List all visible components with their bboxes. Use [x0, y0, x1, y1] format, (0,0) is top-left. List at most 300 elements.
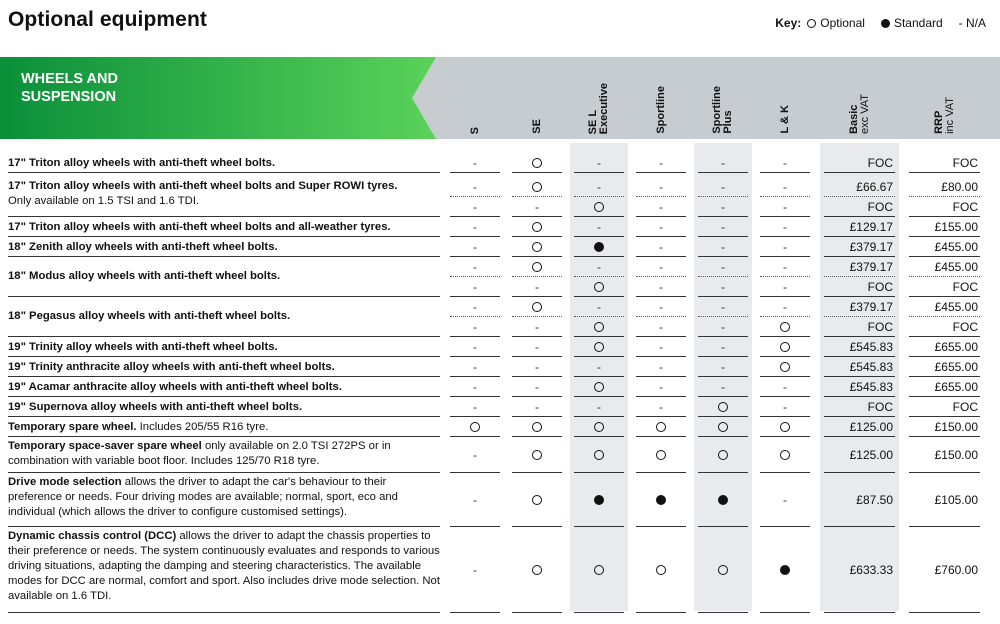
na-dash: -	[473, 220, 477, 234]
column-label: L & K	[778, 105, 791, 134]
cell-lk	[756, 237, 814, 257]
na-dash: -	[721, 380, 725, 394]
price-basic: £125.00	[849, 448, 893, 462]
price-basic: £87.50	[856, 493, 893, 507]
cell-basic	[820, 437, 899, 473]
na-dash: -	[721, 220, 725, 234]
cell-rrp	[905, 357, 984, 377]
cell-lk	[756, 257, 814, 277]
cell-divider	[824, 612, 895, 613]
cell-rrp	[905, 437, 984, 473]
cell-se	[508, 153, 566, 173]
row-description	[8, 360, 440, 375]
cell-sportline	[632, 297, 690, 317]
table-row	[0, 237, 1000, 257]
na-dash: -	[535, 360, 539, 374]
optional-icon	[780, 322, 790, 332]
cell-divider	[574, 612, 624, 613]
cell-sportline_plus	[694, 237, 752, 257]
column-sublabel: exc VAT	[858, 94, 871, 134]
cell-se	[508, 297, 566, 317]
table-row	[0, 397, 1000, 417]
cell-sportline_plus	[694, 473, 752, 527]
cell-divider	[512, 612, 562, 613]
optional-icon	[532, 182, 542, 192]
na-dash: -	[597, 400, 601, 414]
optional-icon	[532, 222, 542, 232]
cell-lk	[756, 177, 814, 197]
cell-basic	[820, 257, 899, 277]
cell-sportline	[632, 417, 690, 437]
cell-sel	[570, 317, 628, 337]
na-dash: -	[721, 340, 725, 354]
table-row	[0, 417, 1000, 437]
optional-icon	[807, 19, 816, 28]
cell-rrp	[905, 197, 984, 217]
cell-sportline	[632, 527, 690, 613]
table-row	[0, 177, 1000, 217]
row-description	[8, 240, 440, 255]
cell-sportline_plus	[694, 437, 752, 473]
cell-s	[446, 297, 504, 317]
na-dash: -	[783, 156, 787, 170]
price-rrp: FOC	[952, 200, 978, 214]
column-sublabel: Plus	[722, 110, 734, 134]
column-label: Sportline	[711, 86, 723, 134]
cell-sportline_plus	[694, 417, 752, 437]
optional-icon	[470, 422, 480, 432]
na-dash: -	[473, 400, 477, 414]
cell-sportline	[632, 277, 690, 297]
na-dash: -	[659, 200, 663, 214]
cell-rrp	[905, 337, 984, 357]
row-title: 17" Triton alloy wheels with anti-theft wheel bolts.	[8, 157, 276, 169]
cell-rrp	[905, 297, 984, 317]
price-basic: £379.17	[849, 240, 893, 254]
standard-icon	[656, 495, 666, 505]
cell-sportline_plus	[694, 397, 752, 417]
price-basic: £545.83	[849, 340, 893, 354]
na-dash: -	[783, 240, 787, 254]
section-title: WHEELS AND SUSPENSION	[21, 71, 118, 105]
price-basic: £129.17	[849, 220, 893, 234]
key-label: Key:	[775, 16, 802, 30]
cell-divider	[909, 172, 980, 173]
price-rrp: £150.00	[934, 448, 978, 462]
row-title: 18" Zenith alloy wheels with anti-theft wheel bolts.	[8, 241, 278, 253]
cell-lk	[756, 377, 814, 397]
na-dash: -	[473, 240, 477, 254]
price-rrp: FOC	[952, 400, 978, 414]
column-sublabel: inc VAT	[943, 97, 956, 134]
na-dash: -	[721, 280, 725, 294]
optional-icon	[532, 158, 542, 168]
cell-se	[508, 237, 566, 257]
na-dash: -	[597, 180, 601, 194]
cell-s	[446, 177, 504, 197]
na-dash: -	[597, 360, 601, 374]
row-description	[8, 439, 440, 469]
price-basic: £633.33	[849, 563, 893, 577]
na-dash: -	[783, 200, 787, 214]
cell-basic	[820, 237, 899, 257]
cell-lk	[756, 417, 814, 437]
optional-icon	[594, 322, 604, 332]
row-description	[8, 340, 440, 355]
cell-se	[508, 357, 566, 377]
na-dash: -	[783, 220, 787, 234]
cell-rrp	[905, 217, 984, 237]
optional-icon	[780, 342, 790, 352]
cell-sportline	[632, 337, 690, 357]
na-dash: -	[659, 400, 663, 414]
na-dash: -	[473, 180, 477, 194]
column-sublabel: Executive	[598, 82, 610, 134]
na-dash: -	[721, 200, 725, 214]
optional-icon	[532, 450, 542, 460]
column-header-basic	[820, 57, 899, 139]
optional-icon	[594, 382, 604, 392]
cell-se	[508, 377, 566, 397]
optional-icon	[780, 450, 790, 460]
row-title: 17" Triton alloy wheels with anti-theft wheel bolts and Super ROWI tyres.	[8, 180, 398, 192]
price-rrp: FOC	[952, 156, 978, 170]
cell-sportline_plus	[694, 217, 752, 237]
na-dash: -	[659, 260, 663, 274]
cell-basic	[820, 217, 899, 237]
row-description	[8, 475, 440, 520]
na-dash: -	[783, 493, 787, 507]
na-dash: -	[659, 300, 663, 314]
optional-icon	[532, 495, 542, 505]
row-title: 19" Trinity alloy wheels with anti-theft wheel bolts.	[8, 341, 278, 353]
na-dash: -	[721, 156, 725, 170]
cell-sportline_plus	[694, 297, 752, 317]
na-dash: -	[721, 300, 725, 314]
cell-rrp	[905, 397, 984, 417]
cell-sportline_plus	[694, 337, 752, 357]
na-dash: -	[473, 340, 477, 354]
cell-s	[446, 257, 504, 277]
column-label: SE L	[587, 109, 599, 134]
cell-sel	[570, 417, 628, 437]
row-description	[8, 179, 440, 209]
price-basic: FOC	[867, 400, 893, 414]
cell-sportline	[632, 357, 690, 377]
price-rrp: £455.00	[934, 260, 978, 274]
cell-divider	[450, 172, 500, 173]
column-label: Basic	[847, 104, 860, 134]
cell-basic	[820, 153, 899, 173]
cell-lk	[756, 277, 814, 297]
na-dash: -	[597, 156, 601, 170]
optional-icon	[656, 565, 666, 575]
row-divider	[8, 612, 440, 613]
cell-s	[446, 377, 504, 397]
cell-basic	[820, 277, 899, 297]
na-dash: -	[783, 260, 787, 274]
cell-lk	[756, 473, 814, 527]
optional-icon	[594, 282, 604, 292]
table-row	[0, 257, 1000, 297]
table-row	[0, 473, 1000, 527]
cell-se	[508, 197, 566, 217]
column-header-s	[446, 57, 504, 139]
cell-basic	[820, 473, 899, 527]
cell-s	[446, 277, 504, 297]
price-basic: FOC	[867, 156, 893, 170]
na-dash: -	[473, 300, 477, 314]
na-dash: -	[597, 260, 601, 274]
optional-icon	[780, 362, 790, 372]
na-dash: -	[659, 240, 663, 254]
optional-icon	[780, 422, 790, 432]
price-rrp: £105.00	[934, 493, 978, 507]
cell-s	[446, 153, 504, 173]
cell-sel	[570, 197, 628, 217]
table-row	[0, 527, 1000, 613]
na-dash: -	[535, 380, 539, 394]
cell-s	[446, 417, 504, 437]
na-dash: -	[473, 156, 477, 170]
optional-icon	[594, 450, 604, 460]
optional-icon	[532, 242, 542, 252]
cell-sportline_plus	[694, 197, 752, 217]
na-dash: -	[721, 360, 725, 374]
cell-s	[446, 397, 504, 417]
key-optional: Optional	[820, 16, 865, 30]
optional-icon	[532, 565, 542, 575]
na-dash: -	[721, 180, 725, 194]
cell-rrp	[905, 527, 984, 613]
key-legend	[775, 16, 986, 30]
na-dash: -	[659, 180, 663, 194]
price-basic: £379.17	[849, 260, 893, 274]
cell-sportline	[632, 473, 690, 527]
na-dash: -	[535, 200, 539, 214]
na-dash: -	[473, 563, 477, 577]
cell-sportline	[632, 237, 690, 257]
standard-icon	[594, 242, 604, 252]
cell-lk	[756, 317, 814, 337]
cell-basic	[820, 337, 899, 357]
na-dash: -	[659, 380, 663, 394]
row-title: 18" Pegasus alloy wheels with anti-theft wheel bolts.	[8, 310, 291, 322]
price-rrp: £655.00	[934, 360, 978, 374]
cell-sel	[570, 237, 628, 257]
table-row	[0, 297, 1000, 337]
cell-sel	[570, 437, 628, 473]
cell-rrp	[905, 473, 984, 527]
cell-rrp	[905, 257, 984, 277]
cell-lk	[756, 197, 814, 217]
price-rrp: FOC	[952, 280, 978, 294]
optional-icon	[656, 450, 666, 460]
cell-s	[446, 437, 504, 473]
standard-icon	[780, 565, 790, 575]
na-dash: -	[783, 380, 787, 394]
row-title: Temporary spare wheel.	[8, 421, 137, 433]
cell-sel	[570, 177, 628, 197]
price-rrp: £655.00	[934, 380, 978, 394]
na-dash: -	[721, 240, 725, 254]
na-dash: -	[659, 220, 663, 234]
cell-divider	[636, 612, 686, 613]
cell-se	[508, 473, 566, 527]
cell-basic	[820, 177, 899, 197]
cell-s	[446, 337, 504, 357]
row-description	[8, 269, 440, 284]
cell-rrp	[905, 377, 984, 397]
standard-icon	[718, 495, 728, 505]
cell-rrp	[905, 237, 984, 257]
price-rrp: FOC	[952, 320, 978, 334]
cell-sel	[570, 297, 628, 317]
price-basic: £379.17	[849, 300, 893, 314]
cell-rrp	[905, 277, 984, 297]
cell-sportline	[632, 177, 690, 197]
cell-se	[508, 437, 566, 473]
table-row	[0, 153, 1000, 173]
cell-sel	[570, 277, 628, 297]
price-basic: FOC	[867, 320, 893, 334]
cell-rrp	[905, 153, 984, 173]
na-dash: -	[783, 280, 787, 294]
cell-s	[446, 473, 504, 527]
column-header-sel	[570, 57, 628, 139]
price-rrp: £455.00	[934, 300, 978, 314]
optional-icon	[718, 450, 728, 460]
cell-s	[446, 357, 504, 377]
table-row	[0, 357, 1000, 377]
na-dash: -	[473, 260, 477, 274]
cell-sportline	[632, 377, 690, 397]
optional-icon	[594, 565, 604, 575]
price-rrp: £155.00	[934, 220, 978, 234]
cell-sportline	[632, 153, 690, 173]
column-header-lk	[756, 57, 814, 139]
cell-sel	[570, 337, 628, 357]
price-rrp: £655.00	[934, 340, 978, 354]
cell-lk	[756, 217, 814, 237]
cell-sel	[570, 473, 628, 527]
cell-sportline	[632, 437, 690, 473]
price-rrp: £150.00	[934, 420, 978, 434]
column-header-sportline_plus	[694, 57, 752, 139]
cell-sportline_plus	[694, 257, 752, 277]
table-row	[0, 337, 1000, 357]
na-dash: -	[659, 320, 663, 334]
na-dash: -	[535, 280, 539, 294]
na-dash: -	[597, 300, 601, 314]
column-label: SE	[530, 119, 543, 134]
page-title: Optional equipment	[8, 8, 207, 31]
cell-basic	[820, 377, 899, 397]
cell-sportline	[632, 397, 690, 417]
na-dash: -	[473, 448, 477, 462]
optional-icon	[532, 422, 542, 432]
cell-se	[508, 527, 566, 613]
price-basic: £125.00	[849, 420, 893, 434]
cell-sportline	[632, 197, 690, 217]
cell-sportline_plus	[694, 317, 752, 337]
optional-icon	[594, 422, 604, 432]
cell-sel	[570, 397, 628, 417]
price-basic: FOC	[867, 280, 893, 294]
cell-divider	[698, 172, 748, 173]
na-dash: -	[535, 340, 539, 354]
cell-basic	[820, 297, 899, 317]
row-divider	[8, 172, 440, 173]
cell-sportline	[632, 317, 690, 337]
optional-icon	[656, 422, 666, 432]
na-dash: -	[473, 360, 477, 374]
standard-icon	[594, 495, 604, 505]
cell-sel	[570, 527, 628, 613]
column-label: Sportline	[654, 86, 667, 134]
key-na: - N/A	[958, 16, 986, 30]
cell-lk	[756, 357, 814, 377]
cell-sel	[570, 357, 628, 377]
column-header-rrp	[905, 57, 984, 139]
cell-rrp	[905, 317, 984, 337]
row-description	[8, 156, 440, 171]
row-title: 18" Modus alloy wheels with anti-theft wheel bolts.	[8, 270, 281, 282]
cell-divider	[760, 612, 810, 613]
cell-s	[446, 197, 504, 217]
na-dash: -	[659, 280, 663, 294]
row-description	[8, 420, 440, 435]
cell-sportline_plus	[694, 357, 752, 377]
cell-s	[446, 237, 504, 257]
cell-se	[508, 217, 566, 237]
row-title: Temporary space-saver spare wheel	[8, 440, 202, 452]
row-detail: Includes 205/55 R16 tyre.	[136, 421, 269, 433]
row-detail: allows the driver to adapt the chassis properties to their preference or needs. The system continuously evaluates and responds to various driving situations, adapting the damping and steering characteristics. The available modes for DCC are normal, comfort and sport. Also includes drive mode selection. Not available on 1.6 TDI.	[8, 530, 440, 602]
cell-divider	[450, 612, 500, 613]
price-basic: £66.67	[856, 180, 893, 194]
table-row	[0, 377, 1000, 397]
cell-basic	[820, 417, 899, 437]
cell-divider	[512, 172, 562, 173]
row-title: Drive mode selection	[8, 476, 122, 488]
price-basic: FOC	[867, 200, 893, 214]
na-dash: -	[473, 200, 477, 214]
cell-lk	[756, 437, 814, 473]
price-rrp: £455.00	[934, 240, 978, 254]
cell-basic	[820, 317, 899, 337]
optional-icon	[594, 202, 604, 212]
row-description	[8, 309, 440, 324]
table-row	[0, 437, 1000, 473]
cell-sportline_plus	[694, 377, 752, 397]
cell-se	[508, 317, 566, 337]
cell-basic	[820, 397, 899, 417]
cell-rrp	[905, 177, 984, 197]
cell-sel	[570, 377, 628, 397]
cell-sportline_plus	[694, 277, 752, 297]
column-header-se	[508, 57, 566, 139]
row-title: 19" Acamar anthracite alloy wheels with anti-theft wheel bolts.	[8, 381, 342, 393]
cell-divider	[574, 172, 624, 173]
row-title: Dynamic chassis control (DCC)	[8, 530, 177, 542]
row-detail: only available on 2.0 TSI 272PS or in combination with variable boot floor. Includes 125/70 R18 tyre.	[8, 440, 391, 467]
cell-divider	[636, 172, 686, 173]
na-dash: -	[473, 493, 477, 507]
cell-sportline	[632, 257, 690, 277]
row-title: 19" Trinity anthracite alloy wheels with anti-theft wheel bolts.	[8, 361, 335, 373]
cell-lk	[756, 527, 814, 613]
